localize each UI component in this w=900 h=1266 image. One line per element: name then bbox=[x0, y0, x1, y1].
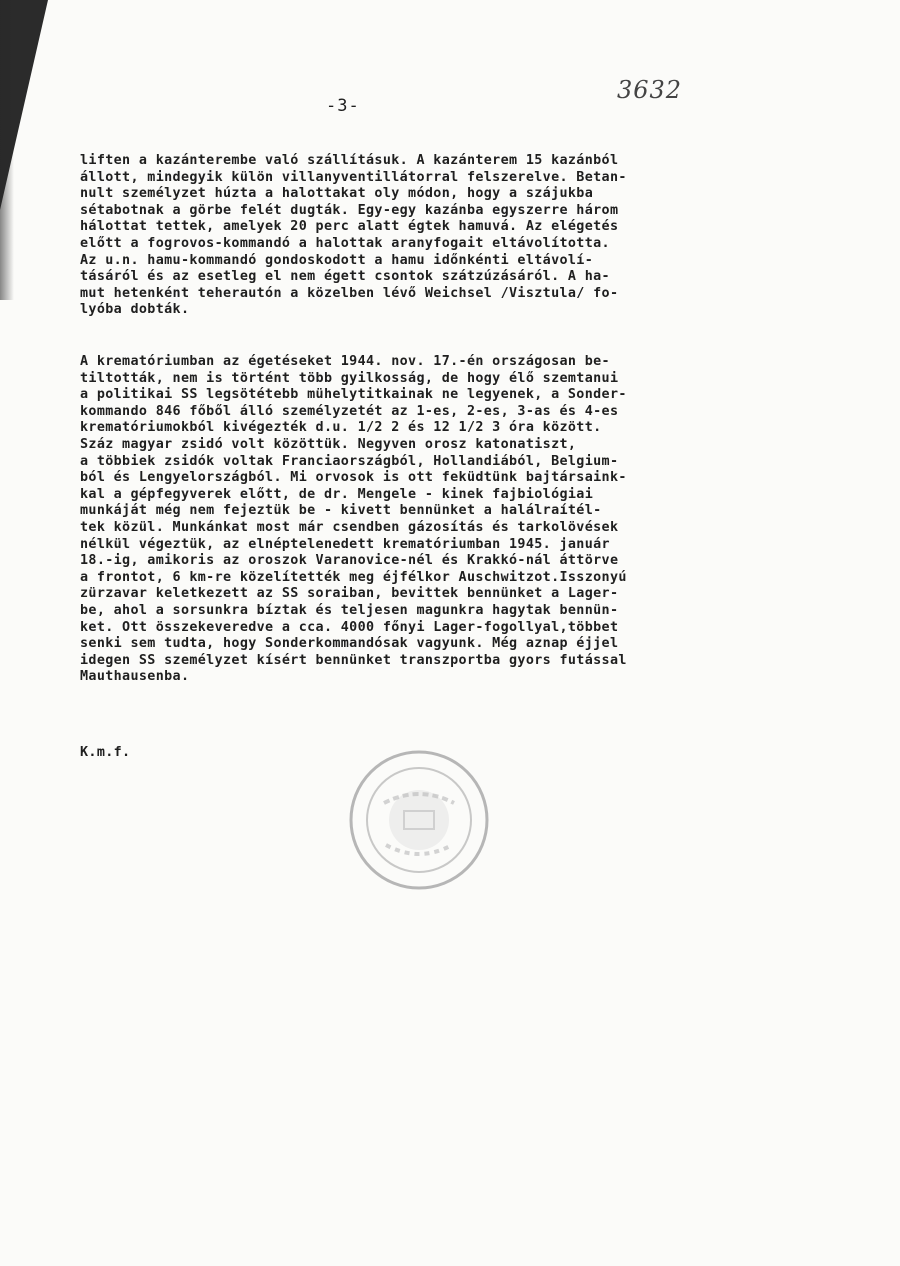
text-line: A krematóriumban az égetéseket 1944. nov. 17.-én országosan be- bbox=[80, 354, 610, 369]
text-line: Száz magyar zsidó volt közöttük. Negyven orosz katonatiszt, bbox=[80, 436, 577, 452]
text-line: nult személyzet húzta a halottakat oly módon, hogy a szájukba bbox=[80, 186, 594, 202]
signature-abbreviation: K.m.f. bbox=[80, 745, 131, 760]
text-line: előtt a fogrovos-kommandó a halottak aranyfogait eltávolította. bbox=[80, 235, 610, 251]
text-line: a politikai SS legsötétebb mühelytitkainak ne legyenek, a Sonder- bbox=[80, 387, 627, 403]
text-line: mut hetenként teherautón a közelben lévő Weichsel /Visztula/ fo- bbox=[80, 285, 619, 301]
paragraph-1 bbox=[80, 153, 820, 319]
text-line: lyóba dobták. bbox=[80, 302, 190, 318]
text-line: állott, mindegyik külön villanyventillátorral felszerelve. Betan- bbox=[80, 169, 627, 185]
page-number: -3- bbox=[326, 96, 360, 116]
text-line: kal a gépfegyverek előtt, de dr. Mengele - kinek fajbiológiai bbox=[80, 486, 594, 502]
text-line: ket. Ott összekeveredve a cca. 4000 főnyi Lager-fogollyal,többet bbox=[80, 619, 619, 635]
text-line: be, ahol a sorsunkra bíztak és teljesen magunkra hagytak bennün- bbox=[80, 602, 619, 618]
text-line: krematóriumokból kivégezték d.u. 1/2 2 és 12 1/2 3 óra között. bbox=[80, 420, 602, 436]
text-line: senki sem tudta, hogy Sonderkommandósak vagyunk. Még aznap éjjel bbox=[80, 636, 619, 652]
text-line: kommando 846 főből álló személyzetét az 1-es, 2-es, 3-as és 4-es bbox=[80, 403, 619, 419]
text-line: nélkül végeztük, az elnéptelenedett krematóriumban 1945. január bbox=[80, 536, 610, 552]
paragraph-2 bbox=[80, 354, 820, 686]
text-line: a frontot, 6 km-re közelítették meg éjfélkor Auschwitzot.Isszonyú bbox=[80, 569, 627, 585]
text-line: ból és Lengyelországból. Mi orvosok is ott feküdtünk bajtársaink- bbox=[80, 470, 627, 486]
text-line: zürzavar keletkezett az SS soraiban, bevittek bennünket a Lager- bbox=[80, 586, 619, 602]
text-line: 18.-ig, amikoris az oroszok Varanovice-nél és Krakkó-nál áttörve bbox=[80, 553, 619, 569]
archive-number: 3632 bbox=[617, 76, 683, 104]
text-line: Az u.n. hamu-kommandó gondoskodott a hamu időnkénti eltávolí- bbox=[80, 252, 594, 268]
text-line: idegen SS személyzet kísért bennünket transzportba gyors futással bbox=[80, 652, 627, 668]
text-line: tiltották, nem is történt több gyilkosság, de hogy élő szemtanui bbox=[80, 370, 619, 386]
text-line: Mauthausenba. bbox=[80, 669, 190, 685]
text-line: liften a kazánterembe való szállításuk. A kazánterem 15 kazánból bbox=[80, 153, 619, 168]
text-line: a többiek zsidók voltak Franciaországból, Hollandiából, Belgium- bbox=[80, 453, 619, 469]
text-line: hálottat tettek, amelyek 20 perc alatt égtek hamuvá. Az elégetés bbox=[80, 219, 619, 235]
round-seal-icon bbox=[344, 745, 494, 895]
text-line: munkáját még nem fejeztük be - kivett bennünket a halálraítél- bbox=[80, 503, 602, 519]
text-line: tek közül. Munkánkat most már csendben gázosítás és tarkolövések bbox=[80, 519, 619, 535]
scan-edge-shadow bbox=[0, 0, 14, 300]
text-line: tásáról és az esetleg el nem égett csontok szátzúzásáról. A ha- bbox=[80, 269, 610, 285]
text-line: sétabotnak a görbe felét dugták. Egy-egy kazánba egyszerre három bbox=[80, 202, 619, 218]
